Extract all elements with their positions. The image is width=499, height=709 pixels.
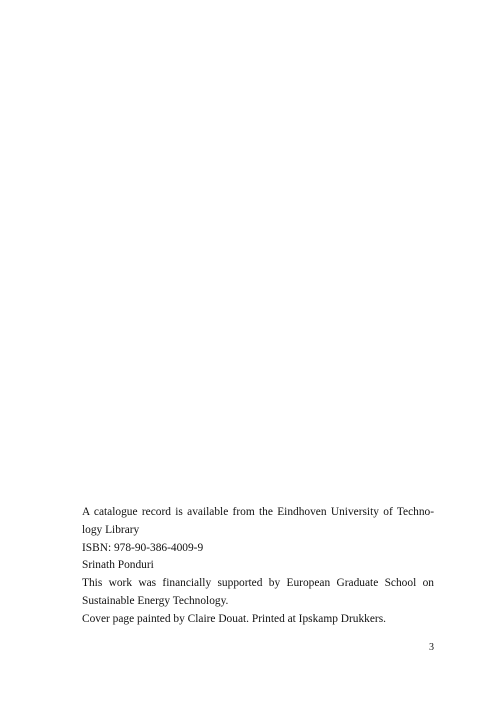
funding-line-1: This work was financially supported by European Graduate School on bbox=[82, 577, 434, 590]
page-number: 3 bbox=[429, 642, 434, 653]
author-line: Srinath Ponduri bbox=[82, 559, 154, 572]
cover-credit-line: Cover page painted by Claire Douat. Printed at Ipskamp Drukkers. bbox=[82, 612, 386, 625]
isbn-line: ISBN: 978-90-386-4009-9 bbox=[82, 541, 204, 554]
catalogue-record-line-2: logy Library bbox=[82, 523, 140, 536]
catalogue-record-line-1: A catalogue record is available from the Eindhoven University of Techno- bbox=[82, 506, 434, 518]
funding-line-2: Sustainable Energy Technology. bbox=[82, 594, 229, 607]
colophon-block bbox=[82, 504, 434, 629]
